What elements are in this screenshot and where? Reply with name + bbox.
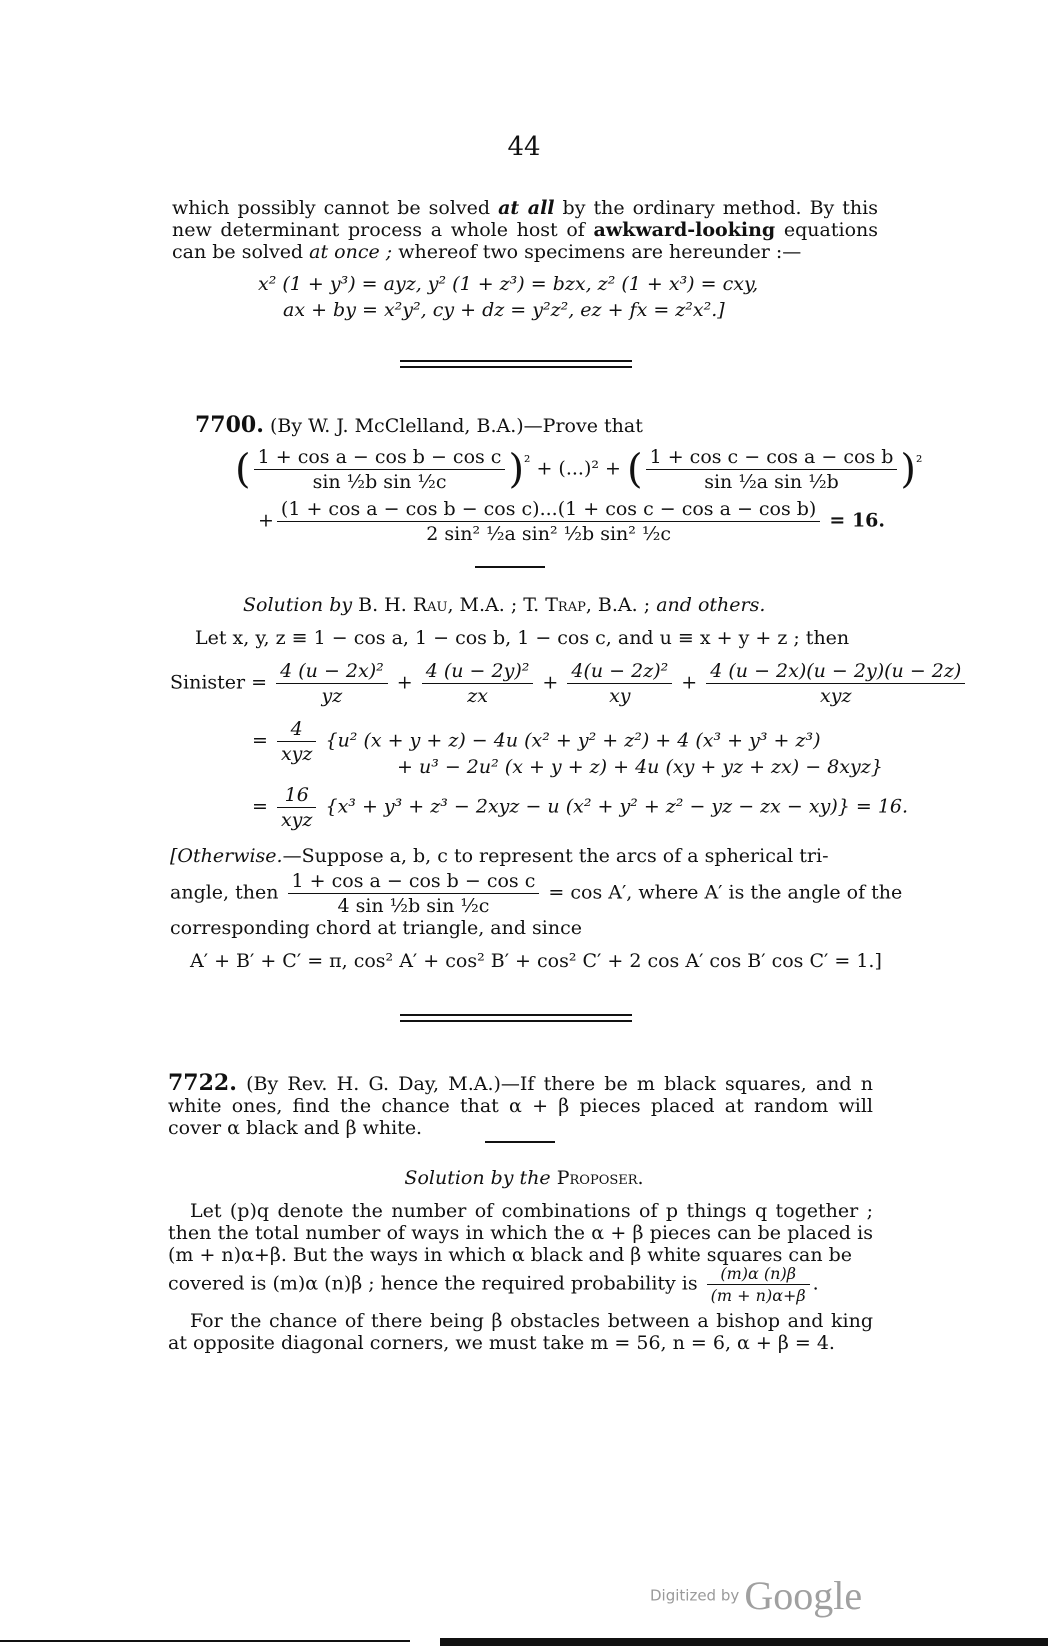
probability-line: covered is (m)α (n)β ; hence the required probability is $\frac{(m)\alpha (n)\beta}{(m + n)\alpha+\beta}$ .: [168, 1264, 819, 1305]
intro-t6: at once ;: [309, 241, 393, 263]
proposer-solution-heading: Solution by the Proposer.: [404, 1167, 644, 1189]
intro-t5: equations can be solved: [172, 219, 878, 263]
question-7722: 7722. (By Rev. H. G. Day, M.A.)—If there be m black squares, and n white ones, find the chance that α + β pieces placed at random will cover α black and β white.: [168, 1070, 873, 1139]
sinister-step-4: = $\frac{16}{\text{xyz}}$ {x³ + y³ + z³ − 2xyz − u (x² + y² + z² − yz − zx − xy)} = 16.: [252, 784, 909, 831]
section-divider: [400, 1014, 632, 1016]
question-number: 7700.: [195, 412, 264, 438]
solution-heading: Solution by B. H. Rau, M.A. ; T. Trap, B.A. ; and others.: [243, 594, 766, 616]
bishop-king-paragraph: For the chance of there being β obstacles between a bishop and king at opposite diagonal corners, we must take m = 56, n = 6, α + β = 4.: [168, 1310, 873, 1354]
final-identity-line: A′ + B′ + C′ = π, cos² A′ + cos² B′ + cos² C′ + 2 cos A′ cos B′ cos C′ = 1.]: [190, 950, 882, 972]
identity-result: = 16.: [829, 509, 885, 532]
section-divider: [400, 360, 632, 362]
scan-edge: [0, 1637, 1048, 1646]
section-divider: [400, 1020, 632, 1022]
short-divider: [485, 1141, 555, 1143]
proposer-solution-paragraph: Let (p)q denote the number of combinations of p things q together ; then the total number of ways in which the α + β pieces can be placed is (m + n)α+β. But the ways in which α black and β white squares can be: [168, 1200, 873, 1266]
equation-line-1: x² (1 + y³) = ayz, y² (1 + z³) = bzx, z² (1 + x³) = cxy,: [258, 273, 759, 295]
corresponding-line: corresponding chord at triangle, and since: [170, 917, 582, 939]
fraction: $\frac{\text{1 + cos a − cos b − cos c}}{\text{sin ½b sin ½c}}$: [254, 446, 506, 493]
page-number: 44: [507, 132, 541, 162]
intro-t4: awkward-looking: [593, 219, 776, 241]
identity-line-2: + $\frac{\text{(1 + cos a − cos b − cos c)...(1 + cos c − cos a − cos b)}}{\text{2 sin² ½a sin² ½b sin² ½c}}$ = 16.: [258, 498, 885, 545]
intro-t1: which possibly cannot be solved: [172, 197, 499, 219]
let-line: Let x, y, z ≡ 1 − cos a, 1 − cos b, 1 − cos c, and u ≡ x + y + z ; then: [195, 627, 850, 649]
fraction: $\frac{\text{1 + cos c − cos a − cos b}}{\text{sin ½a sin ½b}}$: [646, 446, 898, 493]
question-author: (By W. J. McClelland, B.A.)—Prove that: [269, 415, 643, 437]
sinister-step-2: = $\frac{4}{\text{xyz}}$ {u² (x + y + z) − 4u (x² + y² + z²) + 4 (x³ + y³ + z³): [252, 718, 821, 765]
identity-middle: + (...)² +: [536, 457, 621, 480]
equation-line-2: ax + by = x²y², cy + dz = y²z², ez + fx = z²x².]: [283, 299, 725, 321]
otherwise-line: [Otherwise.—Suppose a, b, c to represent the arcs of a spherical tri-: [170, 845, 829, 867]
sinister-step-3: + u³ − 2u² (x + y + z) + 4u (xy + yz + zx) − 8xyz}: [397, 756, 883, 778]
intro-paragraph: [172, 197, 878, 263]
google-watermark: Digitized by Google: [650, 1573, 863, 1618]
question-7700-heading: [195, 412, 643, 438]
fraction: $\frac{\text{(1 + cos a − cos b − cos c)...(1 + cos c − cos a − cos b)}}{\text{2 sin² ½a sin² ½b sin² ½c}}$: [277, 498, 820, 545]
intro-t2: at all: [498, 197, 555, 219]
short-divider: [475, 566, 545, 568]
section-divider: [400, 366, 632, 368]
intro-t3: by the ordinary method. By this new determinant process a whole host of: [172, 197, 878, 241]
google-logo: Google: [744, 1573, 863, 1618]
angle-line: angle, then $\frac{\text{1 + cos a − cos b − cos c}}{\text{4 sin ½b sin ½c}}$ = cos A′, where A′ is the angle of the: [170, 870, 903, 917]
identity-line-1: ( $\frac{\text{1 + cos a − cos b − cos c}}{\text{sin ½b sin ½c}}$ )$^{^2}$ + (...)² + ( $\frac{\text{1 + cos c − cos a − cos b}}{\text{sin ½a sin ½b}}$ )$^{^2}$: [235, 446, 923, 493]
intro-t7: whereof two specimens are hereunder :—: [392, 241, 802, 263]
sinister-line: Sinister = $\frac{\text{4 (u − 2x)²}}{yz}$ + $\frac{\text{4 (u − 2y)²}}{zx}$ + $\frac{\text{4(u − 2z)²}}{xy}$ + $\frac{4 (u - 2x)(u - 2y)(u - 2z)}{\text{xyz}}$: [170, 660, 968, 707]
